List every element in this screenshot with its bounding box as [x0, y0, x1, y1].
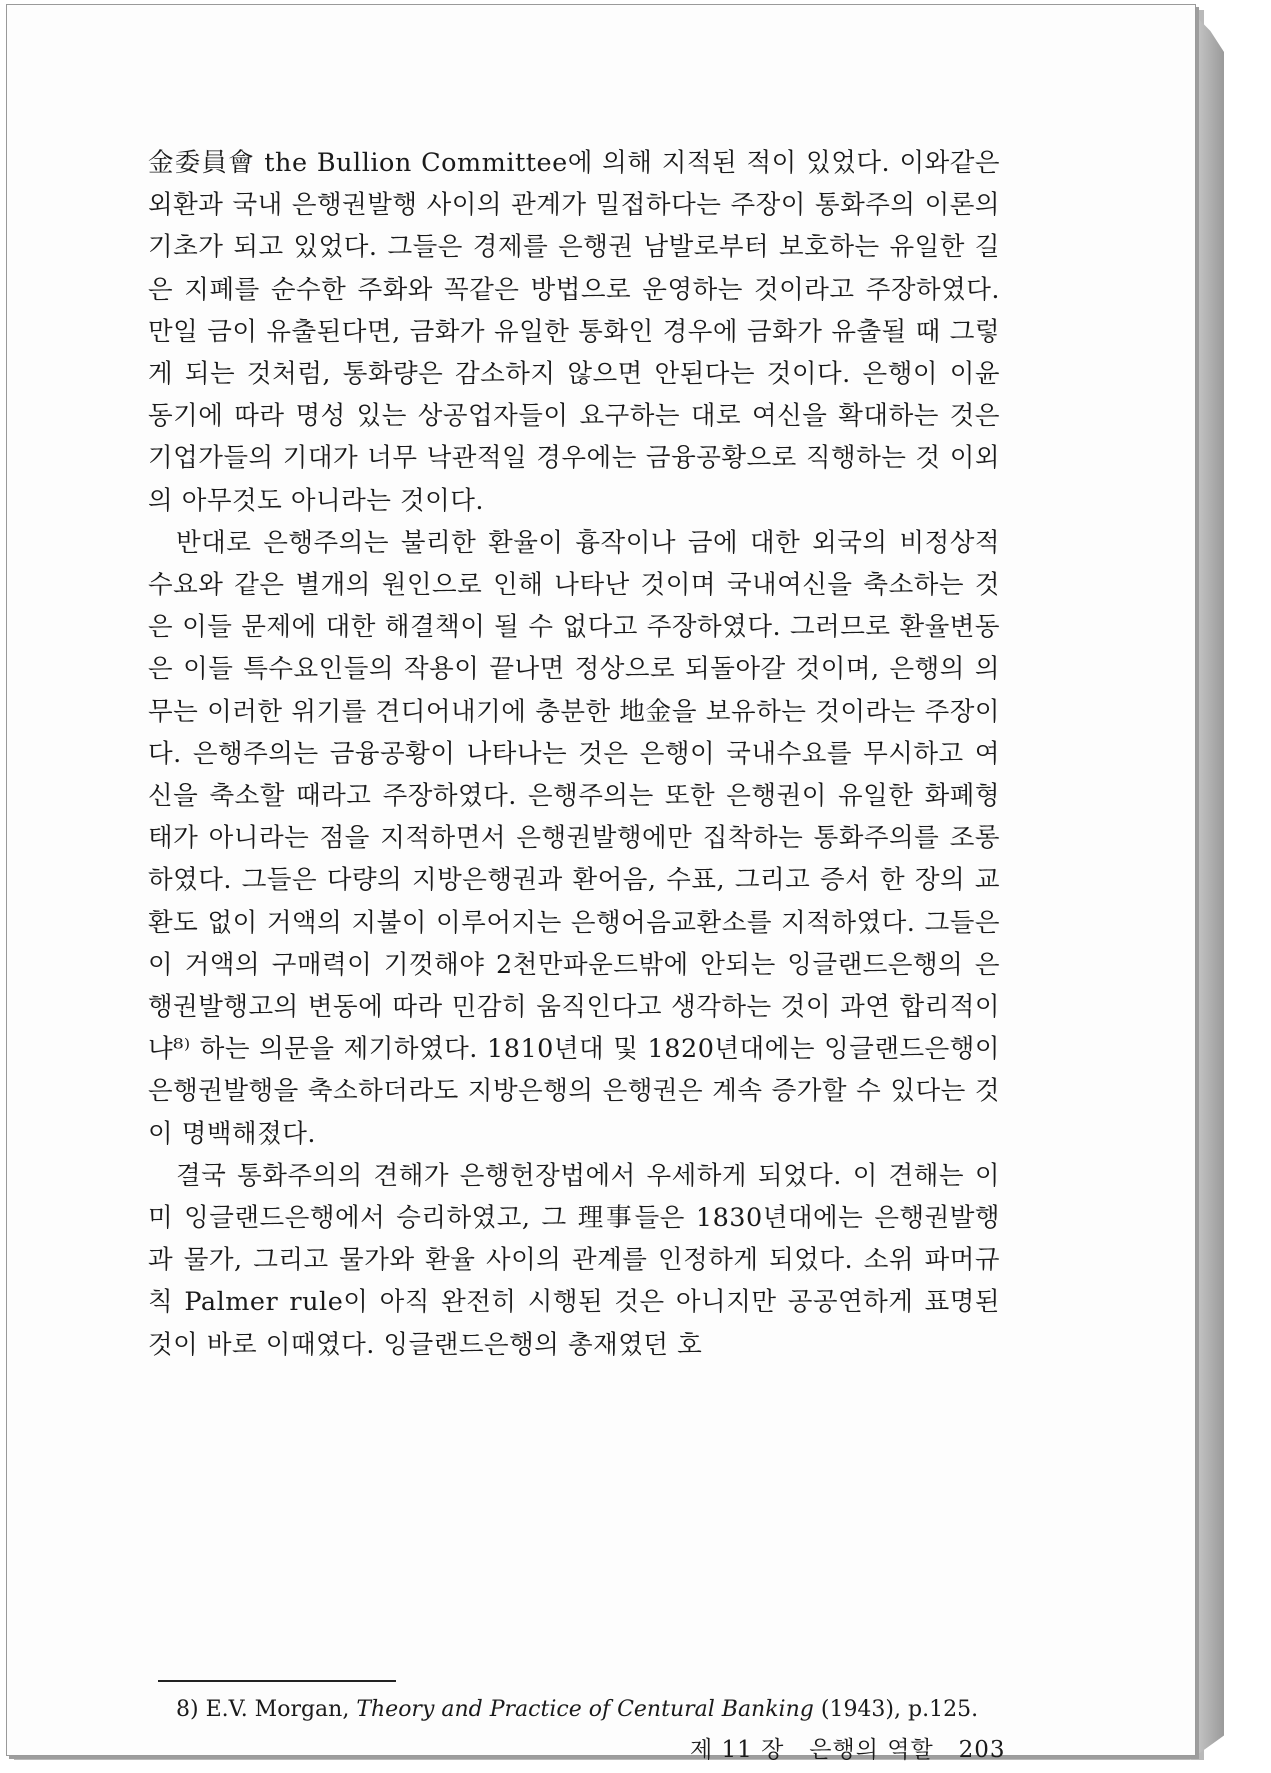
footnote-rule — [158, 1680, 396, 1682]
running-footer — [690, 1735, 1006, 1765]
paragraph-2: 반대로 은행주의는 불리한 환율이 흉작이나 금에 대한 외국의 비정상적 수요와 같은 별개의 원인으로 인해 나타난 것이며 국내여신을 축소하는 것은 이들 문제에 대한 해결책이 될 수 없다고 주장하였다. 그러므로 환율변동은 이들 특수요인들의 작용이 끝나면 정상으로 되돌아갈 것이며, 은행의 의무는 이러한 위기를 견디어내기에 충분한 地金을 보유하는 것이라는 주장이다. 은행주의는 금융공황이 나타나는 것은 은행이 국내수요를 무시하고 여신을 축소할 때라고 주장하였다. 은행주의는 또한 은행권이 유일한 화폐형태가 아니라는 점을 지적하면서 은행권발행에만 집착하는 통화주의를 조롱하였다. 그들은 다량의 지방은행권과 환어음, 수표, 그리고 증서 한 장의 교환도 없이 거액의 지불이 이루어지는 은행어음교환소를 지적하였다. 그들은 이 거액의 구매력이 기껏해야 2천만파운드밖에 안되는 잉글랜드은행의 은행권발행고의 변동에 따라 민감히 움직인다고 생각하는 것이 과연 합리적이냐⁸⁾ 하는 의문을 제기하였다. 1810년대 및 1820년대에는 잉글랜드은행이 은행권발행을 축소하더라도 지방은행의 은행권은 계속 증가할 수 있다는 것이 명백해졌다. — [148, 527, 1000, 1149]
page-number: 203 — [958, 1737, 1006, 1763]
footnote-author: E.V. Morgan, — [205, 1697, 350, 1722]
footer-chapter: 제 11 장 — [690, 1737, 785, 1763]
footnote-details: (1943), p.125. — [820, 1697, 979, 1722]
paragraph-1: 金委員會 the Bullion Committee에 의해 지적된 적이 있었다. 이와같은 외환과 국내 은행권발행 사이의 관계가 밀접하다는 주장이 통화주의 이론의 기초가 되고 있었다. 그들은 경제를 은행권 남발로부터 보호하는 유일한 길은 지폐를 순수한 주화와 꼭같은 방법으로 운영하는 것이라고 주장하였다. 만일 금이 유출된다면, 금화가 유일한 통화인 경우에 금화가 유출될 때 그렇게 되는 것처럼, 통화량은 감소하지 않으면 안된다는 것이다. 은행이 이윤 동기에 따라 명성 있는 상공업자들이 요구하는 대로 여신을 확대하는 것은 기업가들의 기대가 너무 낙관적일 경우에는 금융공황으로 직행하는 것 이외의 아무것도 아니라는 것이다. — [148, 148, 1000, 516]
footer-chapter-title: 은행의 역할 — [809, 1737, 934, 1763]
paragraph-3: 결국 통화주의의 견해가 은행헌장법에서 우세하게 되었다. 이 견해는 이미 잉글랜드은행에서 승리하였고, 그 理事들은 1830년대에는 은행권발행과 물가, 그리고 물가와 환율 사이의 관계를 인정하게 되었다. 소위 파머규칙 Palmer rule이 아직 완전히 시행된 것은 아니지만 공공연하게 표명된 것이 바로 이때였다. 잉글랜드은행의 총재였던 호 — [148, 1160, 1000, 1360]
footnote — [176, 1694, 1016, 1726]
body-text — [148, 142, 1000, 1366]
footnote-number: 8) — [176, 1697, 199, 1722]
footnote-title: Theory and Practice of Centural Banking — [356, 1697, 814, 1722]
